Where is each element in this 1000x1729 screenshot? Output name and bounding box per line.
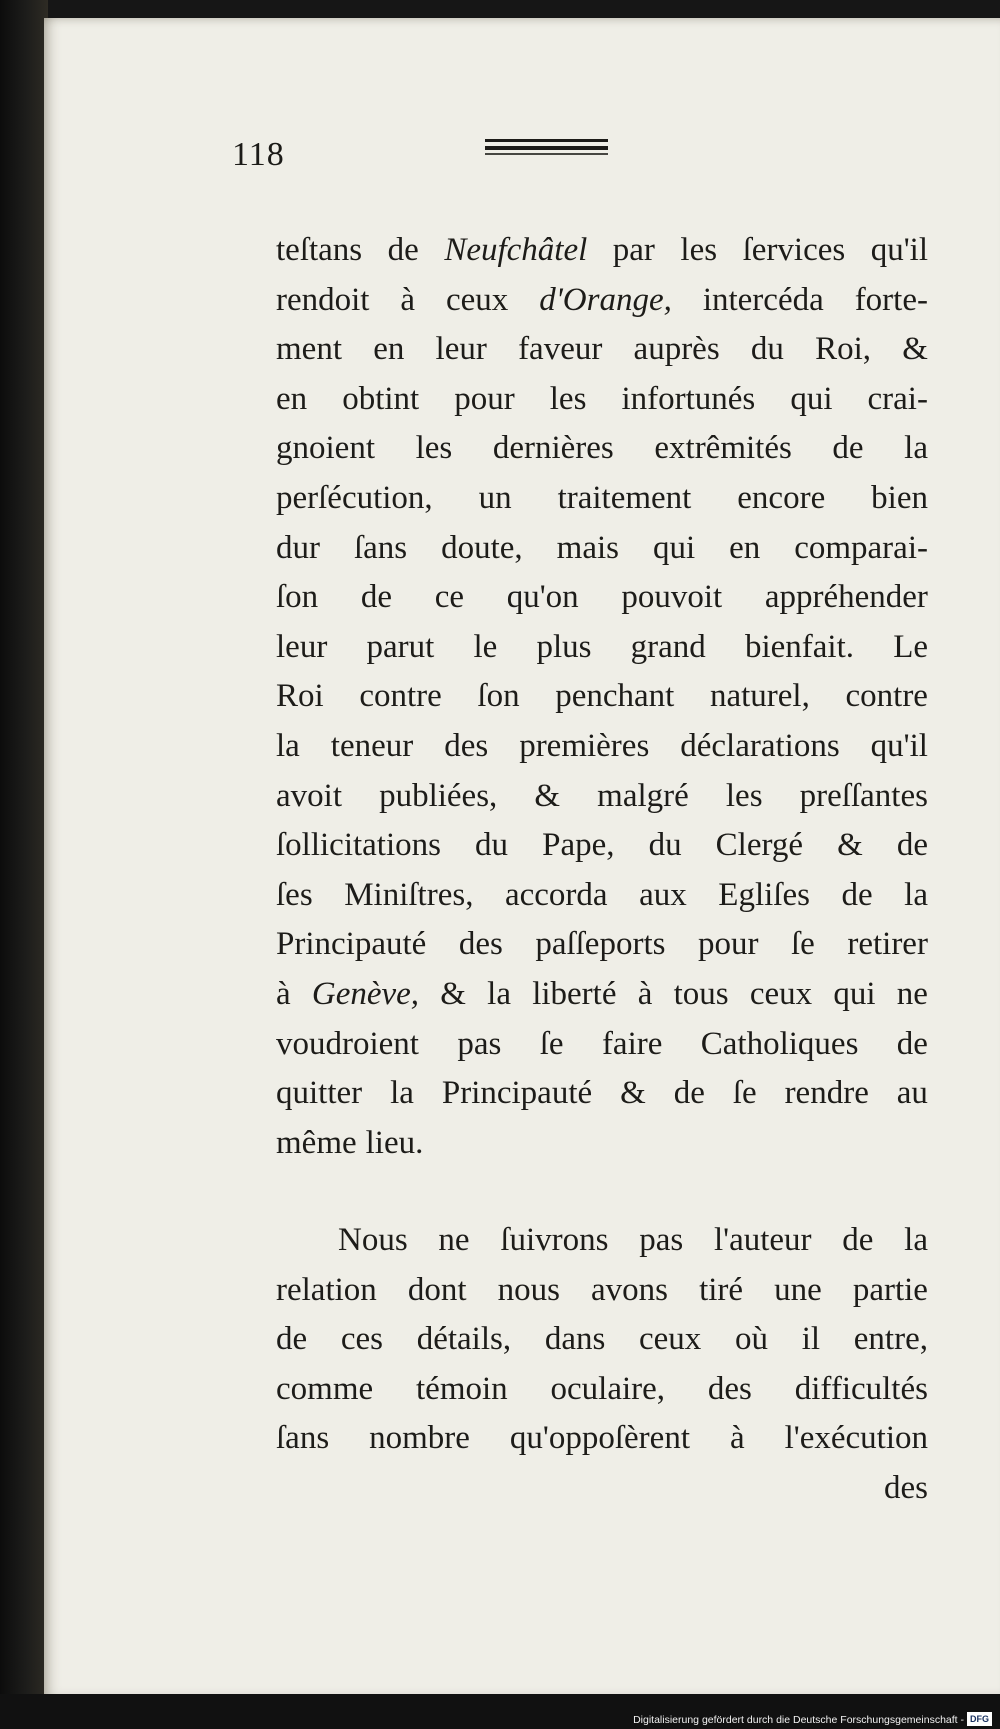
- word: du: [475, 827, 509, 864]
- text-line: [276, 1069, 928, 1119]
- word: ceux: [749, 975, 813, 1012]
- word: pas: [457, 1025, 502, 1062]
- word: de: [841, 876, 873, 913]
- word: dur: [276, 529, 320, 566]
- word: Miniſtres,: [344, 876, 474, 913]
- word: nous: [497, 1271, 560, 1308]
- word: Roi,: [815, 331, 872, 368]
- word: la: [904, 430, 928, 467]
- word: en: [373, 331, 405, 368]
- word: des: [444, 727, 489, 764]
- word: Le: [893, 628, 928, 665]
- word: de: [896, 1025, 928, 1062]
- word: même: [276, 1124, 357, 1161]
- word: la: [904, 1222, 928, 1258]
- word: l'auteur: [713, 1222, 812, 1258]
- word: ſuivrons: [500, 1222, 609, 1258]
- word: les: [680, 232, 718, 268]
- word: qui: [833, 975, 876, 1012]
- word: à: [276, 975, 291, 1012]
- text-line: [276, 1216, 928, 1266]
- word: de: [896, 827, 928, 864]
- word: tous: [673, 975, 729, 1012]
- word: une: [774, 1271, 822, 1308]
- ornament-bar-middle: [485, 146, 608, 150]
- text-line: [276, 375, 928, 425]
- word: contre: [359, 678, 442, 715]
- text-line: [276, 573, 928, 623]
- word: à: [637, 975, 653, 1012]
- word: ſollicitations: [276, 827, 441, 864]
- word: dans: [544, 1321, 606, 1358]
- word: comparai-: [794, 529, 928, 566]
- word: Roi: [276, 678, 324, 715]
- text-line: [276, 1365, 928, 1415]
- word: partie: [852, 1271, 928, 1308]
- text-line: [276, 474, 928, 524]
- word: l'exécution: [784, 1420, 928, 1457]
- word: qui: [790, 380, 833, 417]
- ornament-bar-bottom: [485, 153, 608, 155]
- word: qu'il: [870, 232, 928, 268]
- word: teſtans: [276, 232, 363, 268]
- text-line: [276, 1464, 928, 1514]
- word: &: [440, 975, 466, 1012]
- text-line: [276, 1020, 928, 1070]
- word: de: [387, 232, 419, 268]
- italic-word: d'Orange,: [539, 281, 672, 318]
- word: qu'oppoſèrent: [509, 1420, 690, 1457]
- word: ſon: [477, 678, 520, 715]
- word: nombre: [369, 1420, 470, 1457]
- word: à: [729, 1420, 745, 1457]
- word: des: [458, 926, 503, 963]
- word: un: [478, 479, 512, 516]
- word: par: [612, 232, 655, 268]
- word: rendoit: [276, 281, 370, 318]
- word: quitter: [276, 1075, 363, 1112]
- word: ſans: [276, 1420, 330, 1457]
- word: ſe: [732, 1075, 757, 1112]
- word: la: [390, 1075, 414, 1112]
- word: du: [750, 331, 784, 368]
- word: avoit: [276, 777, 342, 814]
- text-line: [276, 821, 928, 871]
- word: &: [902, 331, 928, 368]
- word: ceux: [639, 1321, 702, 1358]
- word: premières: [519, 727, 650, 764]
- word: tiré: [699, 1271, 744, 1308]
- text-line: [276, 1315, 928, 1365]
- word: ment: [276, 331, 342, 368]
- text-line: [276, 772, 928, 822]
- word: ces: [340, 1321, 383, 1358]
- word: Pape,: [542, 827, 615, 864]
- word: plus: [536, 628, 592, 665]
- word: voudroient: [276, 1025, 419, 1062]
- word: &: [534, 777, 561, 814]
- word: des: [707, 1370, 752, 1407]
- word: &: [837, 827, 863, 864]
- text-line: [276, 970, 928, 1020]
- word: en: [276, 380, 308, 417]
- word: ſans: [353, 529, 408, 566]
- text-line: [276, 226, 928, 276]
- word: preſſantes: [799, 777, 928, 814]
- header-ornament-rule: [485, 139, 608, 159]
- word: grand: [630, 628, 706, 665]
- word: leur: [276, 628, 328, 665]
- italic-word: Neufchâtel: [444, 232, 588, 268]
- text-line: [276, 920, 928, 970]
- word: gnoient: [276, 430, 375, 467]
- word: forte-: [854, 281, 928, 318]
- word: comme: [276, 1370, 374, 1407]
- word: des: [884, 1469, 928, 1506]
- word: détails,: [416, 1321, 512, 1358]
- ornament-bar-top: [485, 139, 608, 142]
- word: auprès: [633, 331, 720, 368]
- text-line: [276, 325, 928, 375]
- word: bienfait.: [744, 628, 855, 665]
- text-line: [276, 424, 928, 474]
- italic-word: Genève,: [311, 975, 420, 1012]
- word: dernières: [492, 430, 614, 467]
- word: qui: [652, 529, 696, 566]
- word: ceux: [446, 281, 509, 318]
- word: traitement: [557, 479, 692, 516]
- word: encore: [737, 479, 826, 516]
- word: ſervices: [742, 232, 846, 268]
- word: qu'il: [870, 727, 928, 764]
- word: la: [487, 975, 511, 1012]
- word: à: [400, 281, 416, 318]
- word: relation: [276, 1271, 377, 1308]
- word: contre: [845, 678, 928, 715]
- word: ſes: [276, 876, 313, 913]
- funding-credit: Digitalisierung gefördert durch die Deutsche Forschungsgemeinschaft -: [633, 1714, 964, 1726]
- word: avons: [591, 1271, 668, 1308]
- word: la: [276, 727, 300, 764]
- word: accorda: [504, 876, 608, 913]
- word: de: [842, 1222, 874, 1258]
- word: le: [473, 628, 498, 665]
- word: ce: [434, 579, 464, 616]
- word: de: [276, 1321, 308, 1358]
- word: oculaire,: [550, 1370, 666, 1407]
- paragraph-1: [276, 226, 928, 1168]
- word: la: [904, 876, 928, 913]
- text-line: [276, 524, 928, 574]
- word: les: [725, 777, 763, 814]
- word: doute,: [441, 529, 523, 566]
- paragraph-2: [276, 1216, 928, 1514]
- word: de: [673, 1075, 705, 1112]
- word: ne: [438, 1222, 470, 1258]
- word: obtint: [342, 380, 420, 417]
- word: rendre: [784, 1075, 869, 1112]
- word: Clergé: [715, 827, 804, 864]
- word: intercéda: [702, 281, 824, 318]
- text-line: [276, 1266, 928, 1316]
- word: infortunés: [621, 380, 756, 417]
- word: Egliſes: [718, 876, 810, 913]
- word: dont: [407, 1271, 467, 1308]
- word: &: [620, 1075, 646, 1112]
- word: bien: [871, 479, 928, 516]
- word: perſécution,: [276, 479, 433, 516]
- word: appréhender: [764, 579, 928, 616]
- word: teneur: [330, 727, 414, 764]
- word: faveur: [518, 331, 603, 368]
- word: retirer: [847, 926, 928, 963]
- text-line: [276, 722, 928, 772]
- word: en: [729, 529, 761, 566]
- word: de: [360, 579, 393, 616]
- text-line: [276, 871, 928, 921]
- word: ſe: [791, 926, 815, 963]
- word: il: [801, 1321, 821, 1358]
- word: parut: [366, 628, 435, 665]
- word: de: [832, 430, 864, 467]
- word: malgré: [597, 777, 689, 814]
- word: paſſeports: [535, 926, 666, 963]
- word: naturel,: [709, 678, 810, 715]
- book-spine-edge: [0, 0, 48, 1729]
- word: pas: [639, 1222, 684, 1258]
- word: extrêmités: [654, 430, 792, 467]
- word: pour: [454, 380, 515, 417]
- word: Nous: [338, 1222, 408, 1258]
- word: qu'on: [506, 579, 579, 616]
- text-line: [276, 1414, 928, 1464]
- word: au: [896, 1075, 928, 1112]
- word: difficultés: [794, 1370, 928, 1407]
- dfg-logo: DFG: [967, 1712, 992, 1726]
- word: Catholiques: [700, 1025, 859, 1062]
- word: aux: [639, 876, 687, 913]
- word: crai-: [867, 380, 928, 417]
- word: entre,: [853, 1321, 928, 1358]
- word: lieu.: [365, 1124, 424, 1161]
- word: les: [415, 430, 453, 467]
- word: ſon: [276, 579, 319, 616]
- page-number: 118: [232, 136, 285, 173]
- word: liberté: [532, 975, 617, 1012]
- word: faire: [601, 1025, 663, 1062]
- text-line: [276, 1119, 928, 1169]
- word: où: [735, 1321, 769, 1358]
- text-line: [276, 276, 928, 326]
- word: penchant: [555, 678, 675, 715]
- word: pouvoit: [621, 579, 723, 616]
- word: mais: [556, 529, 619, 566]
- text-line: [276, 672, 928, 722]
- word: Principauté: [441, 1075, 593, 1112]
- word: déclarations: [680, 727, 840, 764]
- word: Principauté: [276, 926, 427, 963]
- word: leur: [435, 331, 487, 368]
- word: ne: [896, 975, 928, 1012]
- word: pour: [697, 926, 759, 963]
- word: publiées,: [379, 777, 498, 814]
- text-line: [276, 623, 928, 673]
- word: les: [549, 380, 587, 417]
- word: du: [648, 827, 682, 864]
- word: témoin: [416, 1370, 508, 1407]
- word: ſe: [539, 1025, 564, 1062]
